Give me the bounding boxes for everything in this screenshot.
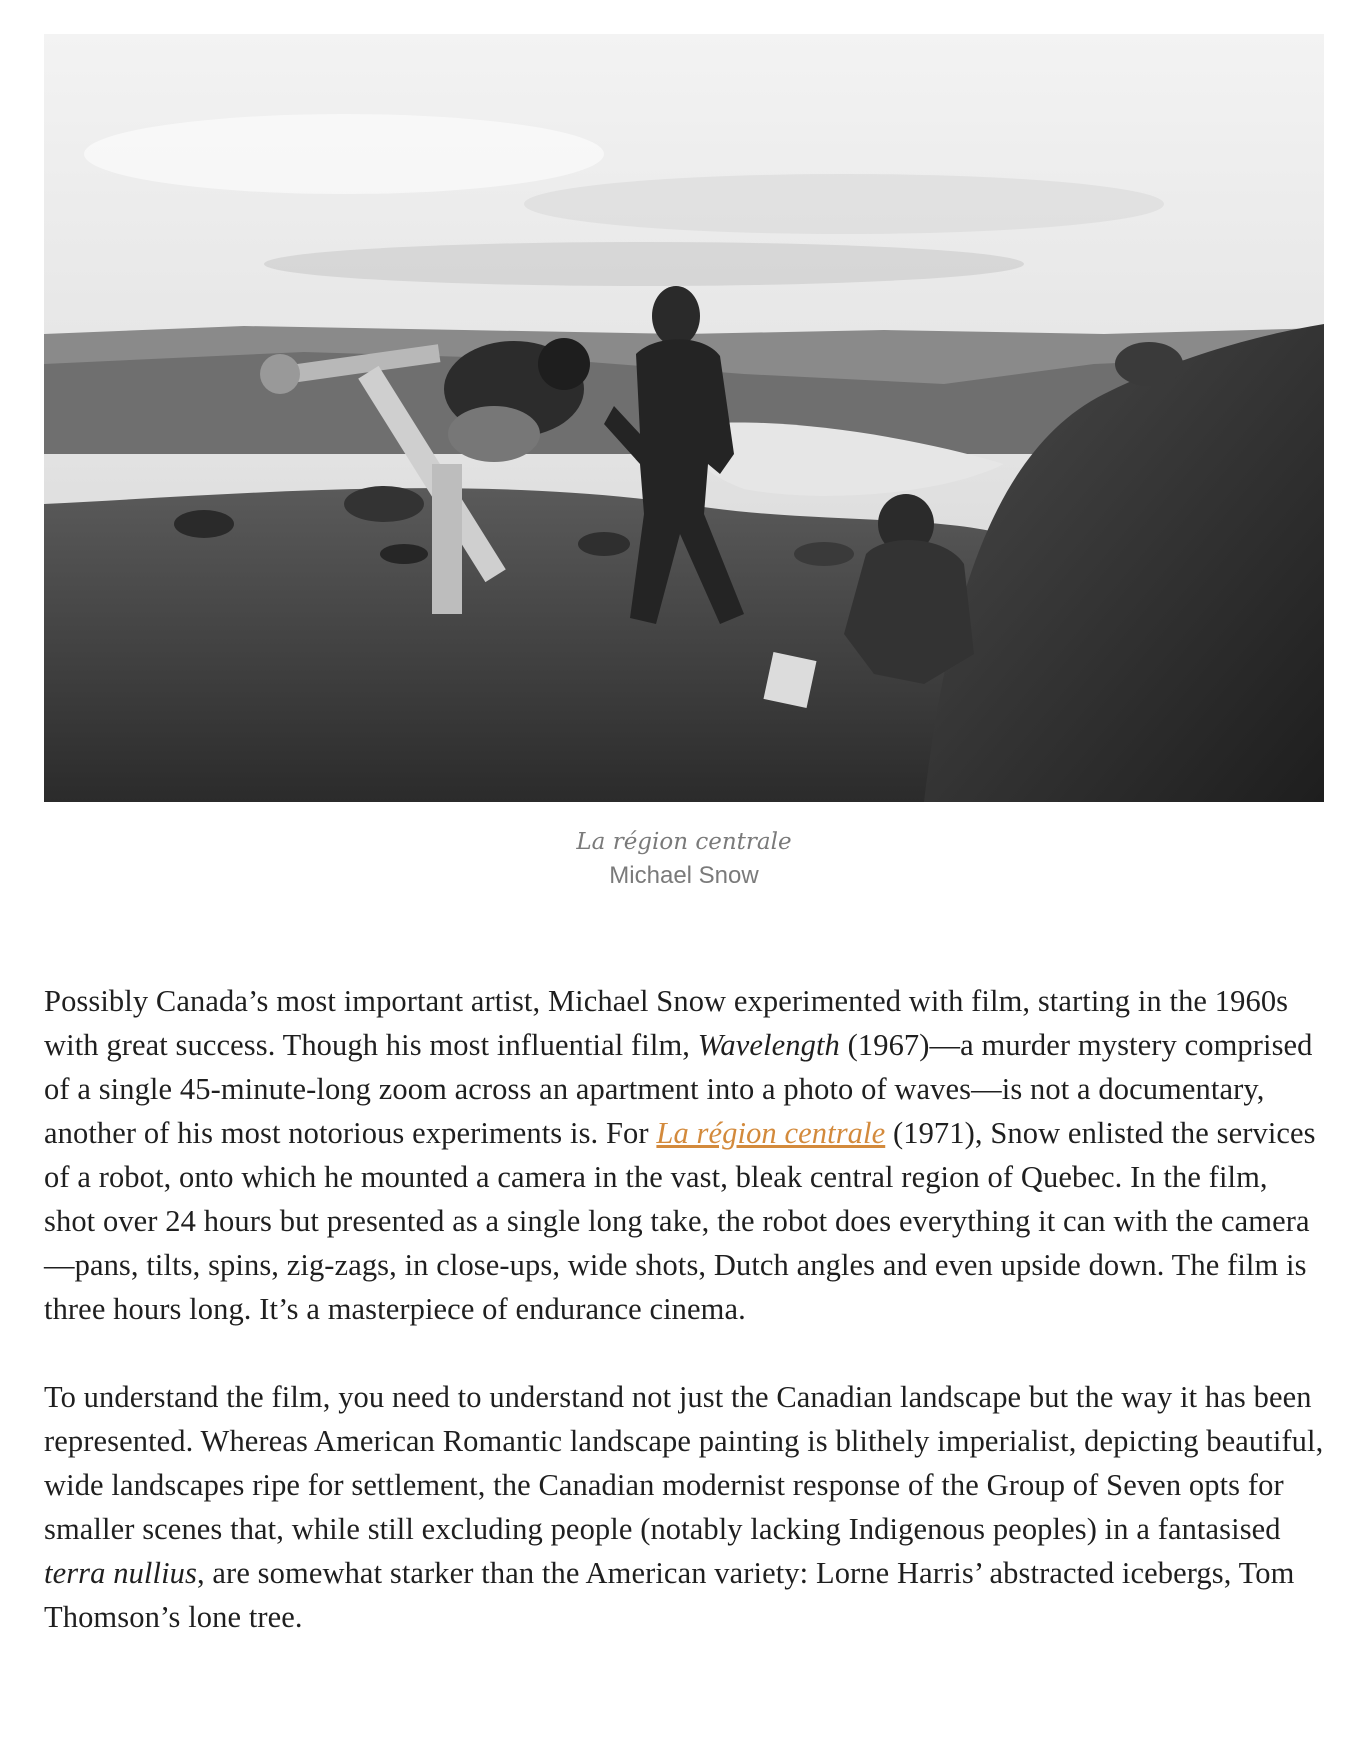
paragraph-1-text-a: Possibly Canada’s most important artist, Michael Snow experimented with film, starting in the 1960s with great success. Though his most influential film,: [44, 984, 1289, 1062]
article-body: [44, 979, 1324, 1639]
caption-title: La région centrale: [576, 829, 792, 855]
caption-credit: Michael Snow: [609, 862, 759, 889]
paragraph-2-text-a: To understand the film, you need to understand not just the Canadian landscape but the way it has been represented. Whereas American Romantic landscape painting is blithely imperialist, depicting beautiful, wide landscapes ripe for settlement, the Canadian modernist response of the Group of Seven opts for smaller scenes that, while still excluding people (notably lacking Indigenous peoples) in a fantasised: [44, 1380, 1324, 1546]
la-region-centrale-link[interactable]: La région centrale: [656, 1116, 886, 1150]
paragraph-1: [44, 979, 1324, 1331]
paragraph-2-text-b: , are somewhat starker than the American variety: Lorne Harris’ abstracted icebergs, Tom Thomson’s lone tree.: [44, 1556, 1295, 1634]
term-terra-nullius: terra nullius: [44, 1556, 197, 1590]
paragraph-1-text-b: (1967)—a murder mystery comprised of a single 45-minute-long zoom across an apartment into a photo of waves—is not a documentary, another of his most notorious experiments is. For: [44, 1028, 1313, 1150]
figure-caption: [44, 825, 1324, 893]
article: [44, 34, 1324, 1683]
film-still-figure: [44, 34, 1324, 893]
film-still-photo: [44, 34, 1324, 802]
paragraph-2: [44, 1375, 1324, 1639]
film-title-wavelength: Wavelength: [697, 1028, 840, 1062]
paragraph-1-text-c: (1971), Snow enlisted the services of a robot, onto which he mounted a camera in the vast, bleak central region of Quebec. In the film, shot over 24 hours but presented as a single long take, the robot does everything it can with the camera—pans, tilts, spins, zig-zags, in close-ups, wide shots, Dutch angles and even upside down. The film is three hours long. It’s a masterpiece of endurance cinema.: [44, 1116, 1316, 1326]
